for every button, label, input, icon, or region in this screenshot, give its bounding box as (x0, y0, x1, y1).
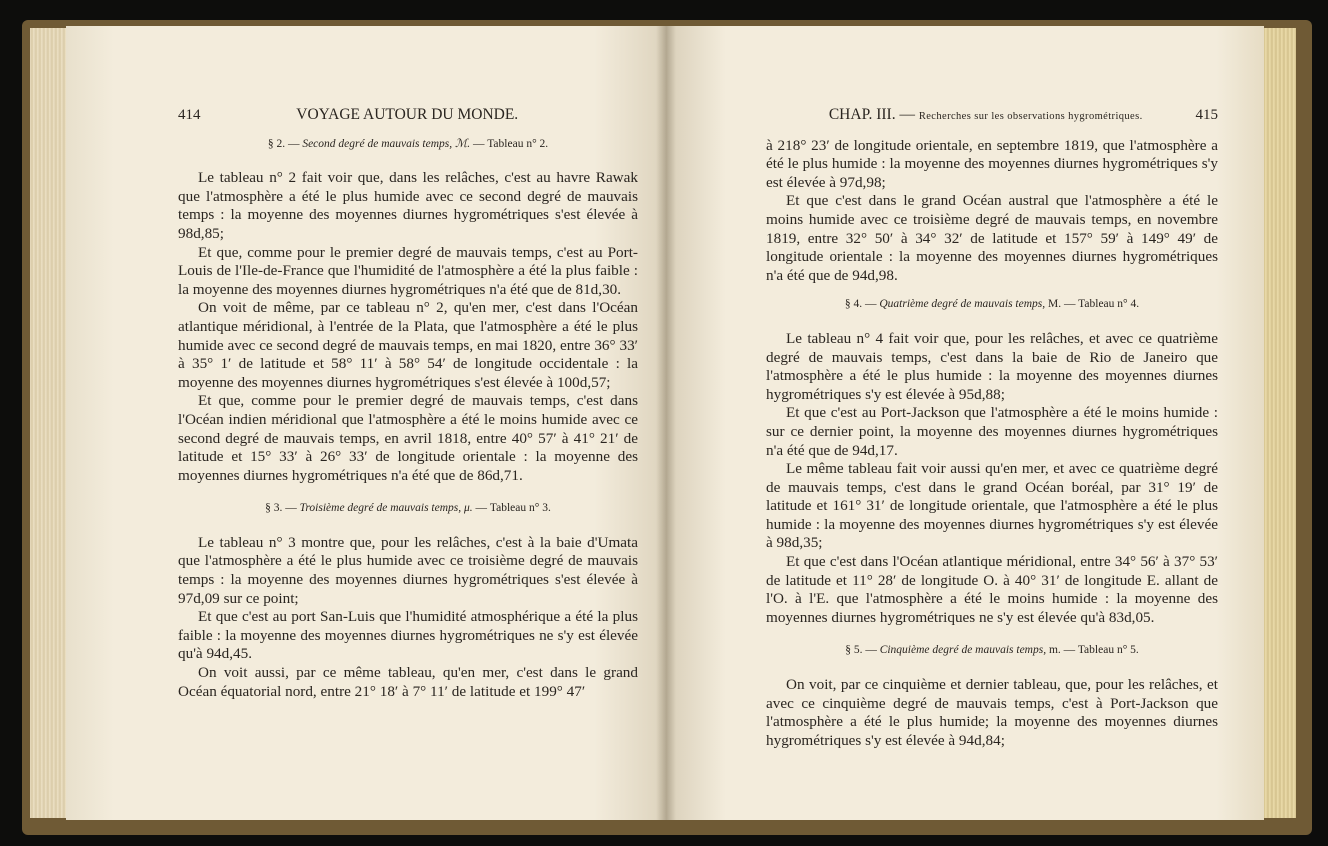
section-2-symbol: ℳ. (454, 137, 471, 150)
section-5-symbol: m. (1048, 644, 1061, 657)
section-heading-4 (766, 295, 1218, 314)
paragraph: à 218° 23′ de longitude orientale, en septembre 1819, que l'atmosphère a été le plus humide : la moyenne des moyennes diurnes hygrométriques s'y est élevée à 97d,98; (766, 136, 1218, 191)
right-running-chap: CHAP. III. — (828, 106, 915, 123)
paragraph: Et que c'est au Port-Jackson que l'atmosphère a été le moins humide : sur ce dernier point, la moyenne des moyennes diurnes hygrométriques n'a été que de 94d,17. (766, 404, 1218, 459)
section-2-label: § 2. — (267, 137, 300, 150)
paragraph: On voit aussi, par ce même tableau, qu'en mer, c'est dans le grand Océan équatorial nord, entre 21° 18′ à 7° 11′ de latitude et 199° 47′ (178, 664, 638, 700)
paragraph: Le tableau n° 3 montre que, pour les relâches, c'est à la baie d'Umata que l'atmosphère a été le plus humide avec ce troisième degré de mauvais temps : la moyenne des moyennes diurnes hygrométriques s'est élevée à 97d,09 sur ce point; (178, 533, 638, 607)
section-2-table: — Tableau n° 2. (473, 137, 549, 150)
page-edges-right (1262, 28, 1296, 818)
paragraph: Et que c'est au port San-Luis que l'humidité atmosphérique a été la plus faible : la moyenne des moyennes diurnes hygrométriques ne s'y est élevée qu'à 94d,45. (178, 608, 638, 663)
paragraph: Le tableau n° 2 fait voir que, dans les relâches, c'est au havre Rawak que l'atmosphère a été le plus humide avec ce second degré de mauvais temps : la moyenne des moyennes diurnes hygrométriques s'est élevée à 98d,85; (178, 169, 638, 242)
section-4-title: Quatrième degré de mauvais temps, (879, 298, 1046, 311)
section-heading-5 (766, 641, 1218, 660)
section-3-title: Troisième degré de mauvais temps, (299, 502, 462, 515)
section-3-symbol: μ. (464, 502, 473, 515)
left-text-column (178, 106, 638, 701)
section-heading-3 (178, 499, 638, 518)
section-5-table: — Tableau n° 5. (1063, 644, 1139, 657)
section-4-table: — Tableau n° 4. (1064, 298, 1140, 311)
section-5-title: Cinquième degré de mauvais temps, (879, 644, 1047, 657)
right-running-title: Recherches sur les observations hygrométriques. (918, 111, 1143, 122)
paragraph: Le tableau n° 4 fait voir que, pour les relâches, et avec ce quatrième degré de mauvais temps, c'est dans la baie de Rio de Janeiro que l'atmosphère a été le plus humide : la moyenne des moyennes diurnes hygrométriques s'y est élevée à 95d,88; (766, 329, 1218, 403)
section-5-label: § 5. — (845, 644, 877, 657)
left-page (66, 26, 666, 820)
section-heading-2 (178, 135, 638, 154)
left-running-head (178, 106, 638, 125)
right-running-title-group (829, 106, 1143, 127)
paragraph: Et que, comme pour le premier degré de mauvais temps, c'est au Port-Louis de l'Ile-de-France que l'humidité de l'atmosphère a été la plus faible : la moyenne des moyennes diurnes hygrométriques n'a été que de 81d,30. (178, 243, 638, 298)
paragraph: Et que c'est dans le grand Océan austral que l'atmosphère a été le moins humide avec ce troisième degré de mauvais temps, en novembre 1819, entre 32° 50′ à 34° 32′ de latitude et 157° 59′ à 149° 49′ de longitude orientale : la moyenne des moyennes diurnes hygrométriques n'a été que de 94d,98. (766, 192, 1218, 284)
right-page-number: 415 (1195, 107, 1218, 123)
section-3-label: § 3. — (265, 502, 297, 515)
section-3-table: — Tableau n° 3. (475, 502, 551, 515)
right-running-head (766, 106, 1218, 127)
paragraph: On voit de même, par ce tableau n° 2, qu'en mer, c'est dans l'Océan atlantique méridional, à l'entrée de la Plata, que l'atmosphère a été le plus humide avec ce second degré de mauvais temps, en mai 1820, entre 36° 33′ à 35° 1′ de latitude et 58° 11′ à 58° 54′ de longitude occidentale : la moyenne des moyennes diurnes hygrométriques s'est élevée à 100d,57; (178, 299, 638, 391)
paragraph: Et que, comme pour le premier degré de mauvais temps, c'est dans l'Océan indien méridional que l'atmosphère a été le moins humide avec ce second degré de mauvais temps, en avril 1818, entre 40° 57′ à 41° 21′ de latitude et 15° 33′ à 26° 33′ de longitude orientale : la moyenne des moyennes diurnes hygrométriques n'a été que de 86d,71. (178, 392, 638, 484)
right-text-column (766, 106, 1218, 750)
section-2-title: Second degré de mauvais temps, (302, 137, 453, 150)
right-page (666, 26, 1264, 820)
book-gutter (656, 26, 676, 820)
section-4-label: § 4. — (844, 298, 877, 311)
paragraph: Et que c'est dans l'Océan atlantique méridional, entre 34° 56′ à 37° 53′ de latitude et 11° 28′ de longitude O. à 40° 31′ de longitude E. allant de l'O. à l'E. que l'atmosphère a été le moins humide : la moyenne des moyennes diurnes hygrométriques ne s'y est élevée qu'à 83d,05. (766, 553, 1218, 626)
left-running-title: VOYAGE AUTOUR DU MONDE. (296, 106, 519, 123)
paragraph: Le même tableau fait voir aussi qu'en mer, et avec ce quatrième degré de mauvais temps, c'est dans le grand Océan boréal, par 31° 19′ de latitude et 161° 31′ de longitude orientale, que l'atmosphère a été le plus humide : la moyenne des moyennes diurnes hygrométriques s'y est élevée à 98d,35; (766, 460, 1218, 552)
section-4-symbol: M. (1048, 298, 1062, 311)
left-page-number: 414 (178, 107, 201, 123)
paragraph: On voit, par ce cinquième et dernier tableau, que, pour les relâches, et avec ce cinquième degré de mauvais temps, c'est à Port-Jackson que l'atmosphère a été le plus humide; la moyenne des moyennes diurnes hygrométriques s'y est élevée à 94d,84; (766, 676, 1218, 749)
